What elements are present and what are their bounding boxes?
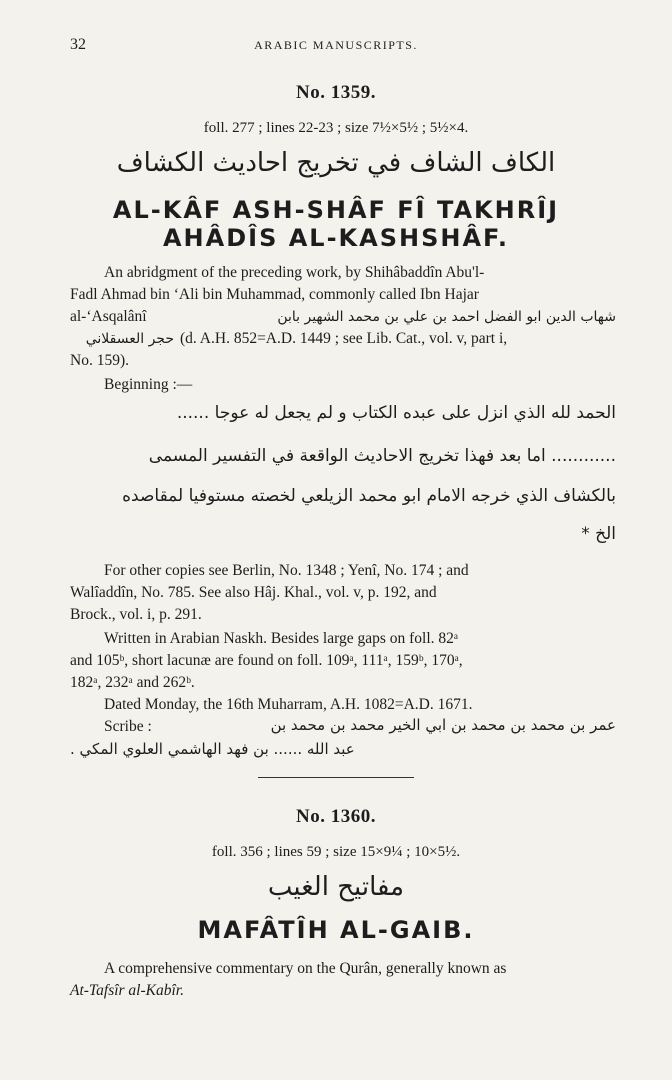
entry-title: MAFÂTÎH AL-GAIB.	[197, 916, 475, 944]
description-arabic: شهاب الدين ابو الفضل احمد بن علي بن محمد الشهير بابن	[277, 309, 616, 325]
description-line: al-‘Asqalânî	[70, 308, 147, 325]
scribe-arabic: عبد الله ...... بن فهد الهاشمي العلوي المكي .	[70, 740, 355, 758]
written-line: Written in Arabian Naskh. Besides large gaps on foll. 82ᵃ	[104, 630, 459, 647]
entry-number: No. 1359.	[296, 82, 376, 103]
running-title: ARABIC MANUSCRIPTS.	[254, 38, 418, 52]
beginning-label: Beginning :—	[104, 376, 193, 393]
copies-line: For other copies see Berlin, No. 1348 ; Yenî, No. 174 ; and	[104, 562, 469, 579]
entry-meta: foll. 356 ; lines 59 ; size 15×9¼ ; 10×5½.	[211, 844, 461, 860]
copies-line: Walîaddîn, No. 785. See also Hâj. Khal., vol. v, p. 192, and	[70, 584, 437, 601]
entry-meta: foll. 277 ; lines 22-23 ; size 7½×5½ ; 5½×4.	[203, 120, 469, 136]
dated-line: Dated Monday, the 16th Muharram, A.H. 1082=A.D. 1671.	[104, 696, 473, 713]
arabic-title: مفاتيح الغيب	[267, 872, 405, 902]
description-line: An abridgment of the preceding work, by Shihâbaddîn Abu'l-	[104, 264, 485, 281]
description-line: Fadl Ahmad bin ‘Ali bin Muhammad, commonly called Ibn Hajar	[70, 286, 479, 303]
entry-title-line2: AHÂDÎS AL-KASHSHÂF.	[162, 224, 510, 252]
arabic-title: الكاف الشاف في تخريج احاديث الكشاف	[116, 148, 556, 178]
incipit-line: الحمد لله الذي انزل على عبده الكتاب و لم يجعل له عوجا ......	[176, 403, 616, 423]
entry-title-line1: AL-KÂF ASH-SHÂF FÎ TAKHRÎJ	[112, 196, 560, 224]
description-line: (d. A.H. 852=A.D. 1449 ; see Lib. Cat., vol. v, part i,	[180, 330, 508, 347]
page-number: 32	[70, 36, 86, 53]
incipit-line: الخ *	[581, 524, 616, 544]
description-line: No. 159).	[70, 352, 129, 369]
entry-number: No. 1360.	[296, 806, 376, 827]
incipit-line: بالكشاف الذي خرجه الامام ابو محمد الزيلعي لخصته مستوفيا لمقاصده	[122, 486, 616, 506]
written-line: 182ᵃ, 232ᵃ and 262ᵇ.	[70, 674, 195, 691]
written-line: and 105ᵇ, short lacunæ are found on foll. 109ᵃ, 111ᵃ, 159ᵇ, 170ᵃ,	[70, 652, 463, 669]
copies-line: Brock., vol. i, p. 291.	[70, 606, 202, 623]
incipit-line: ............ اما بعد فهذا تخريج الاحاديث الواقعة في التفسير المسمى	[148, 446, 616, 466]
description-line: At-Tafsîr al-Kabîr.	[70, 982, 184, 999]
description-line: A comprehensive commentary on the Qurân, generally known as	[104, 960, 507, 977]
scribe-arabic: عمر بن محمد بن محمد بن ابي الخير محمد بن محمد بن	[270, 716, 616, 734]
section-divider	[258, 777, 414, 778]
description-arabic: حجر العسقلاني	[85, 331, 174, 347]
scribe-label: Scribe :	[104, 718, 152, 735]
